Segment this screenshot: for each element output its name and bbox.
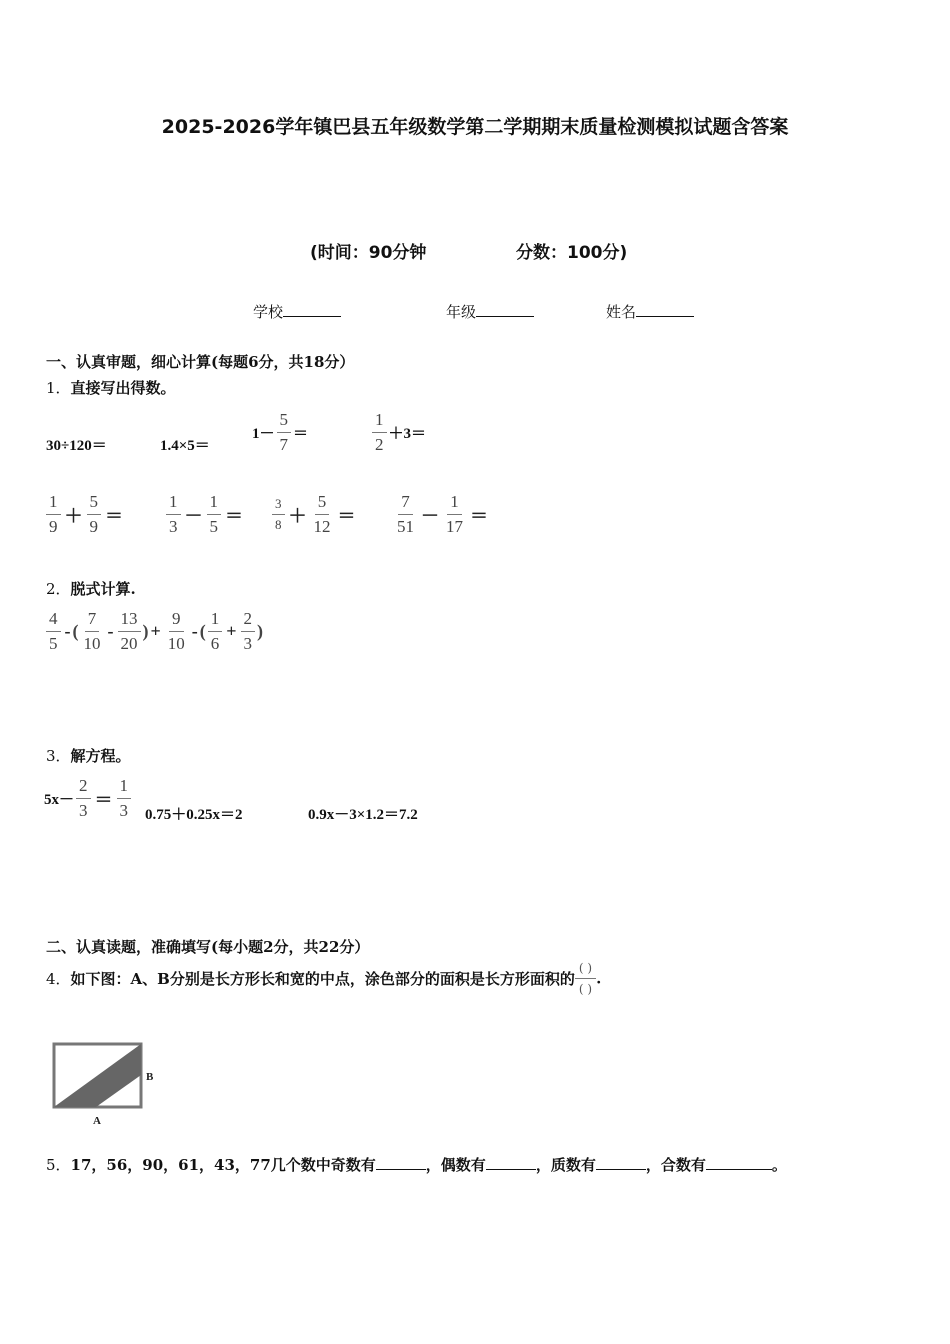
- school-field: [253, 301, 341, 322]
- fraction: [87, 492, 102, 537]
- question-text: 解方程。: [70, 747, 131, 765]
- denominator: 3: [79, 801, 88, 820]
- question-end: .: [596, 969, 602, 988]
- denominator: 17: [446, 517, 463, 536]
- question-2: [46, 578, 136, 599]
- fraction: [207, 492, 222, 537]
- denominator: 8: [275, 517, 282, 532]
- even-blank[interactable]: [486, 1155, 536, 1170]
- school-blank: [283, 302, 341, 317]
- fraction: [46, 609, 61, 654]
- question-text: 。: [771, 1156, 787, 1174]
- denominator: 12: [313, 517, 331, 536]
- numerator: 3: [272, 496, 285, 515]
- denominator: 10: [83, 634, 101, 653]
- q1-item-g: [270, 492, 358, 537]
- operator: -: [107, 621, 114, 641]
- question-text: 17，56，90，61，43，77几个数中奇数有: [70, 1156, 376, 1174]
- fraction: [272, 496, 285, 533]
- question-text: ，偶数有: [425, 1156, 486, 1174]
- numerator: 5: [277, 410, 292, 433]
- point-b-label: B: [146, 1071, 154, 1083]
- grade-label: 年级: [446, 303, 477, 321]
- numerator: 13: [118, 609, 141, 632]
- question-4: [46, 961, 601, 996]
- equals: ＝: [470, 505, 488, 526]
- denominator: 3: [169, 517, 178, 536]
- expr-text: ＝: [293, 426, 309, 442]
- denominator: 51: [397, 517, 414, 536]
- numerator: 1: [447, 492, 462, 515]
- fraction: [166, 492, 181, 537]
- point-a-label: A: [93, 1115, 101, 1127]
- question-1: [46, 377, 176, 398]
- paren: ): [142, 621, 149, 641]
- numerator-blank[interactable]: ( ): [575, 961, 596, 979]
- q1-item-d: [370, 410, 426, 455]
- rectangle-figure: [48, 1038, 168, 1128]
- numerator: 4: [46, 609, 61, 632]
- question-text: ，合数有: [645, 1156, 706, 1174]
- equals: ＝: [225, 505, 243, 526]
- operator: －: [421, 505, 439, 526]
- numerator: 5: [87, 492, 102, 515]
- fraction: [208, 609, 223, 654]
- operator: -: [64, 621, 71, 641]
- q3-equation-1: [44, 776, 133, 821]
- fraction: [241, 609, 256, 654]
- denominator: 10: [167, 634, 185, 653]
- numerator: 2: [241, 609, 256, 632]
- name-label: 姓名: [606, 303, 637, 321]
- fraction: [311, 492, 334, 537]
- odd-blank[interactable]: [376, 1155, 426, 1170]
- denominator: 7: [279, 435, 289, 454]
- denominator: 20: [120, 634, 138, 653]
- composite-blank[interactable]: [706, 1155, 772, 1170]
- fraction: [81, 609, 104, 654]
- fraction: [118, 609, 141, 654]
- fraction: [394, 492, 417, 537]
- q1-item-a: 30÷120＝: [46, 438, 107, 454]
- expr-text: 5x－: [44, 792, 75, 808]
- section-1-heading: 一、认真审题，细心计算(每题6分，共18分）: [46, 353, 355, 371]
- fraction: [117, 776, 132, 821]
- fraction: [165, 609, 188, 654]
- q1-item-h: [392, 492, 490, 537]
- q3-equation-2: 0.75＋0.25x＝2: [145, 807, 243, 823]
- equals: ＝: [337, 505, 356, 526]
- fraction: [372, 410, 387, 455]
- q2-expression: [44, 609, 263, 654]
- operator: +: [150, 621, 161, 641]
- q1-item-b: 1.4×5＝: [160, 438, 210, 454]
- fraction: [277, 410, 292, 455]
- numerator: 1: [46, 492, 61, 515]
- denominator: 3: [119, 801, 129, 820]
- document-title: 2025-2026学年镇巴县五年级数学第二学期期末质量检测模拟试题含答案: [161, 116, 789, 138]
- name-blank: [636, 302, 694, 317]
- question-number: 4．: [46, 970, 71, 988]
- name-field: [606, 301, 694, 322]
- numerator: 1: [117, 776, 132, 799]
- operator: ＋: [288, 505, 307, 526]
- score-label: 分数：100分): [516, 243, 628, 263]
- section-2-heading: 二、认真读题，准确填写(每小题2分，共22分）: [46, 938, 370, 956]
- question-text: ，质数有: [535, 1156, 596, 1174]
- prime-blank[interactable]: [596, 1155, 646, 1170]
- question-number: 1．: [46, 379, 71, 397]
- question-text: 脱式计算.: [70, 580, 136, 598]
- question-number: 3．: [46, 747, 71, 765]
- denominator: 9: [49, 517, 58, 536]
- equals: ＝: [94, 789, 113, 810]
- grade-field: [446, 301, 534, 322]
- answer-fraction-blank[interactable]: [575, 961, 596, 996]
- expr-text: ＋3＝: [388, 426, 427, 442]
- paren: ): [257, 621, 264, 641]
- equals: ＝: [105, 505, 123, 526]
- paren: (: [72, 621, 79, 641]
- numerator: 9: [169, 609, 184, 632]
- school-label: 学校: [253, 303, 284, 321]
- operator: －: [184, 505, 203, 526]
- fraction: [46, 492, 61, 537]
- denominator: 9: [89, 517, 98, 536]
- numerator: 1: [166, 492, 181, 515]
- q1-item-c: [252, 410, 308, 455]
- paren: (: [199, 621, 206, 641]
- numerator: 1: [207, 492, 222, 515]
- question-text: 直接写出得数。: [70, 379, 176, 397]
- grade-blank: [476, 302, 534, 317]
- fraction: [443, 492, 466, 537]
- question-5: [46, 1154, 787, 1175]
- numerator: 1: [372, 410, 387, 433]
- numerator: 1: [208, 609, 223, 632]
- denominator: 2: [375, 435, 384, 454]
- numerator: 5: [315, 492, 330, 515]
- numerator: 2: [76, 776, 91, 799]
- denominator: 3: [243, 634, 253, 653]
- operator: ＋: [64, 505, 83, 526]
- question-number: 5．: [46, 1156, 71, 1174]
- q3-equation-3: 0.9x－3×1.2＝7.2: [308, 807, 418, 823]
- expr-text: 1－: [252, 426, 275, 442]
- q1-item-f: [164, 492, 245, 537]
- numerator: 7: [398, 492, 413, 515]
- denominator: 5: [49, 634, 58, 653]
- question-number: 2．: [46, 580, 71, 598]
- fraction: [76, 776, 91, 821]
- operator: +: [226, 621, 237, 641]
- denominator: 5: [209, 517, 218, 536]
- operator: -: [191, 621, 198, 641]
- q1-item-e: [44, 492, 125, 537]
- denominator-blank[interactable]: ( ): [578, 982, 593, 996]
- denominator: 6: [210, 634, 220, 653]
- question-text: 如下图：A、B分别是长方形长和宽的中点，涂色部分的面积是长方形面积的: [70, 970, 575, 988]
- time-label: (时间：90分钟: [310, 243, 427, 263]
- numerator: 7: [85, 609, 100, 632]
- question-3: [46, 745, 131, 766]
